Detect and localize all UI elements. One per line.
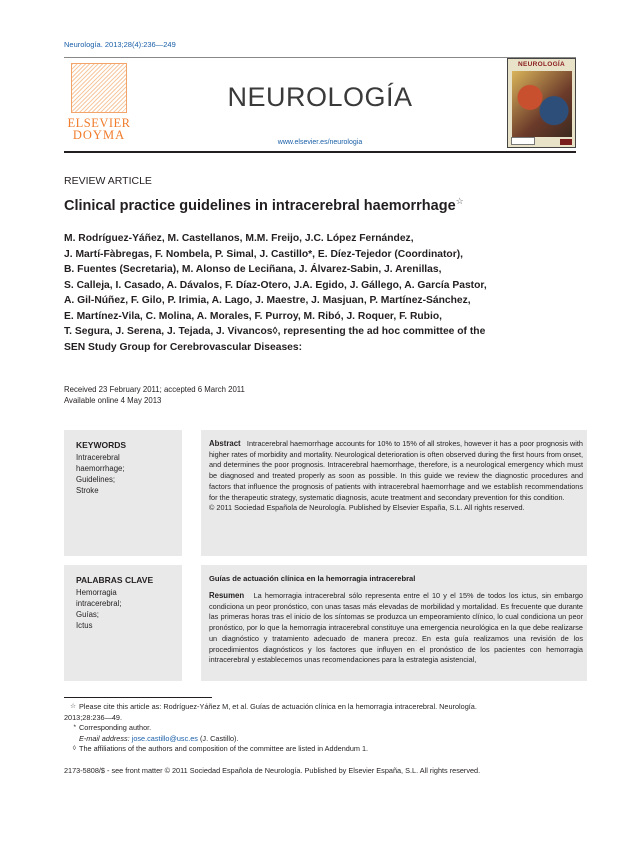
keyword-item: Intracerebral <box>76 453 120 462</box>
resumen-box <box>201 565 587 681</box>
email-suffix: (J. Castillo). <box>199 733 239 743</box>
footnote-email <box>64 734 584 745</box>
journal-citation: Neurología. 2013;28(4):236—249 <box>64 40 176 49</box>
abstract-copyright: © 2011 Sociedad Española de Neurología. Published by Elsevier España, S.L. All rights reserved. <box>209 503 525 513</box>
article-title <box>64 196 464 214</box>
author-list <box>64 231 584 355</box>
footnote-corresponding <box>64 723 584 734</box>
keyword-item: Guidelines; <box>76 475 116 484</box>
footnote-symbol: ☆ <box>70 703 76 710</box>
article-type: REVIEW ARTICLE <box>64 175 152 187</box>
header-rule-top <box>64 57 576 58</box>
footnote-affiliations <box>64 744 584 755</box>
issn-line: 2173-5808/$ - see front matter © 2011 Sociedad Española de Neurología. Published by Elsevier España, S.L. All rights reserved. <box>64 766 481 775</box>
journal-cover-image <box>507 58 576 148</box>
palabras-clave-heading: PALABRAS CLAVE <box>76 575 154 585</box>
palabras-clave-box <box>64 565 182 681</box>
footnote-symbol: * <box>73 724 76 732</box>
resumen-title: Guías de actuación clínica en la hemorragia intracerebral <box>209 574 416 583</box>
publisher-logo-line1: ELSEVIER <box>67 116 131 130</box>
author-line: S. Calleja, I. Casado, A. Dávalos, F. Díaz-Otero, J.A. Egido, J. Gállego, A. García Pastor, <box>64 279 487 291</box>
author-line: B. Fuentes (Secretaria), M. Alonso de Leciñana, J. Álvarez-Sabin, J. Arenillas, <box>64 264 442 275</box>
keyword-item: Stroke <box>76 486 99 495</box>
author-line: E. Martínez-Vila, C. Molina, A. Morales, F. Purroy, M. Ribó, J. Roquer, F. Rubio, <box>64 310 442 322</box>
footnote-symbol: ◊ <box>72 745 76 753</box>
online-date: Available online 4 May 2013 <box>64 396 162 405</box>
footnote-text: 2013;28:236—49. <box>64 712 123 722</box>
received-date: Received 23 February 2011; accepted 6 March 2011 <box>64 385 245 394</box>
palabra-clave-item: Ictus <box>76 621 93 630</box>
abstract-body: Intracerebral haemorrhage accounts for 10% to 15% of all strokes, however it has a poor prognosis with higher rates of morbidity and mortality. Neurological deterioration is often observed during the first hours from onset, and determines the poor prognosis. Intracerebral haemorrhage, therefore, is a neurological emergency which must be diagnosed and treated properly as soon as possible. In this guide we review the diagnostic procedures and factors that influence the prognosis of patients with intracerebral haemorrhage and we establish recommendations for the therapeutic strategy, systematic diagnosis, acute treatment and secondary prevention for this condition. <box>209 439 583 502</box>
palabra-clave-item: intracerebral; <box>76 599 122 608</box>
abstract-text <box>209 439 583 514</box>
footnote-citation <box>64 702 584 713</box>
footnote-rule <box>64 697 212 698</box>
footnote-text: Please cite this article as: Rodríguez-Yáñez M, et al. Guías de actuación clínica en la hemorragia intracerebral. Neurología. <box>79 702 477 711</box>
palabra-clave-item: Hemorragia <box>76 588 117 597</box>
elsevier-tree-icon <box>71 63 127 113</box>
resumen-label: Resumen <box>209 591 245 600</box>
resumen-text <box>209 591 583 666</box>
email-label: E-mail address: <box>79 733 130 743</box>
title-footnote-mark[interactable]: ☆ <box>455 196 464 206</box>
author-line: M. Rodríguez-Yáñez, M. Castellanos, M.M. Freijo, J.C. López Fernández, <box>64 233 414 244</box>
publisher-logo <box>64 63 134 148</box>
header-rule-bottom <box>64 151 576 153</box>
keywords-box <box>64 430 182 556</box>
journal-title: NEUROLOGÍA <box>227 82 413 112</box>
resumen-body: La hemorragia intracerebral sólo representa entre el 10 y el 15% de todos los ictus, sin embargo condiciona un peor pronóstico, con unas tasas más elevadas de morbilidad y mortalidad. Es frecuente que durante las primeras horas tras el inicio de los síntomas se produzca un empeoramiento clínico, lo cual condiciona un peor pronóstico, por lo que la hemorragia intracerebral constituye una emergencia neurológica en la que debe realizarse un diagnóstico y tratamiento adecuado de manera precoz. En esta guía realizamos una revisión de los procedimientos diagnósticos y los factores que influyen en el pronóstico de los pacientes con hemorragia intracerebral y establecemos unas recomendaciones para la estrategia asistencial, <box>209 591 583 665</box>
article-title-text: Clinical practice guidelines in intracerebral haemorrhage <box>64 197 456 214</box>
email-link[interactable]: jose.castillo@usc.es <box>131 733 198 743</box>
palabras-clave-list <box>76 587 122 631</box>
footnotes <box>64 702 584 755</box>
author-line: T. Segura, J. Serena, J. Tejada, J. Vivancos◊, representing the ad hoc committee of the <box>64 326 486 337</box>
author-line: SEN Study Group for Cerebrovascular Diseases: <box>64 341 303 353</box>
publisher-logo-line2: DOYMA <box>72 128 126 142</box>
footnote-text: Corresponding author. <box>79 723 152 733</box>
cover-artwork <box>512 71 572 137</box>
author-line: J. Martí-Fàbregas, F. Nombela, P. Simal, J. Castillo*, E. Díez-Tejedor (Coordinator), <box>64 248 463 260</box>
keyword-item: haemorrhage; <box>76 464 125 473</box>
keywords-list <box>76 452 125 496</box>
author-line: A. Gil-Núñez, F. Gilo, P. Irimia, A. Lago, J. Maestre, J. Masjuan, P. Martínez-Sánchez, <box>64 295 471 306</box>
cover-logo-icon <box>560 139 572 145</box>
footnote-text: The affiliations of the authors and composition of the committee are listed in Addendum 1. <box>79 744 369 754</box>
cover-title: NEUROLOGÍA <box>517 61 566 68</box>
palabra-clave-item: Guías; <box>76 610 99 619</box>
cover-footer-box <box>511 137 535 145</box>
keywords-heading: KEYWORDS <box>76 440 127 450</box>
abstract-box <box>201 430 587 556</box>
abstract-label: Abstract <box>209 439 241 448</box>
article-dates <box>64 384 245 406</box>
footnote-citation-cont <box>64 713 584 724</box>
journal-url-link[interactable]: www.elsevier.es/neurologia <box>277 139 363 146</box>
